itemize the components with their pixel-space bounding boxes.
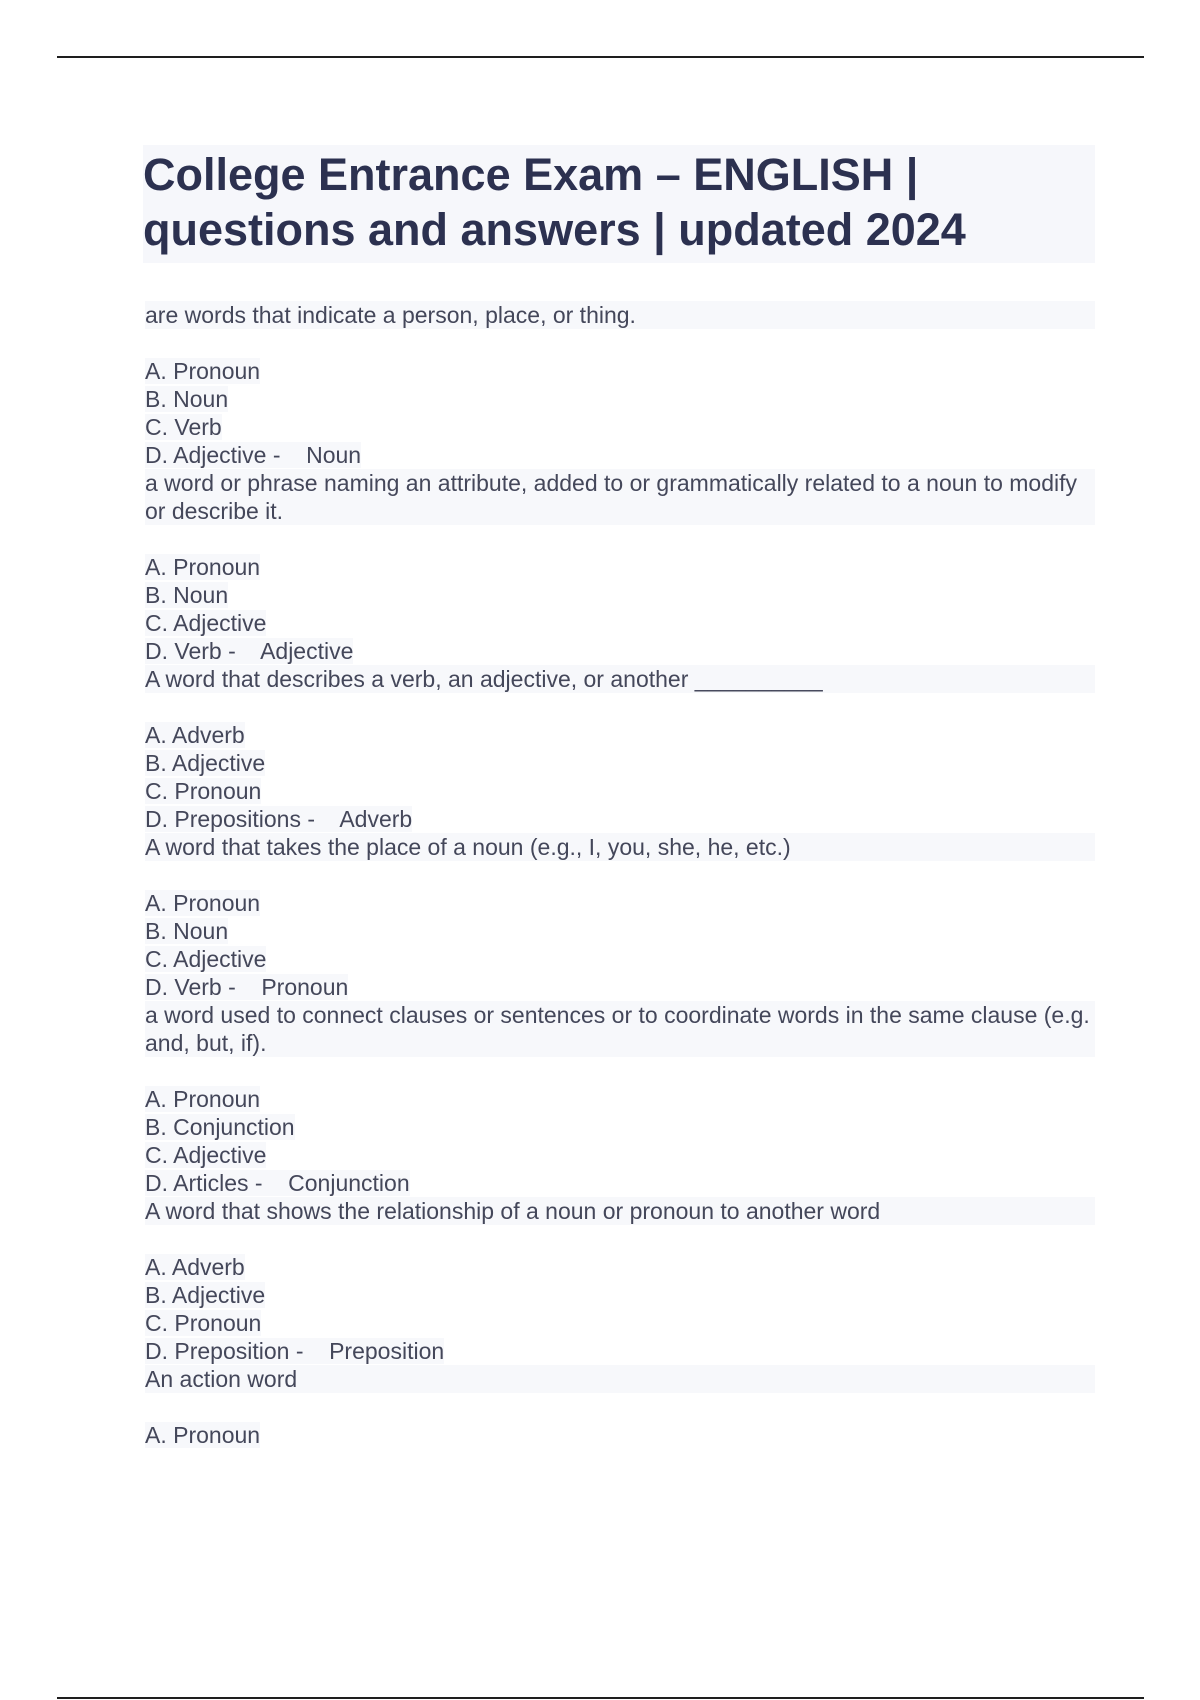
title-box bbox=[143, 145, 1095, 263]
option: A. Pronoun bbox=[145, 1422, 261, 1448]
option: B. Conjunction bbox=[145, 1114, 295, 1140]
question-text: a word used to connect clauses or sentences or to coordinate words in the same clause (e.g. and, but, if). bbox=[145, 1001, 1095, 1057]
answer: Preposition bbox=[329, 1338, 445, 1364]
document-content bbox=[145, 145, 1095, 1449]
option-with-answer: D. Articles - Conjunction bbox=[145, 1170, 410, 1196]
option: C. Verb bbox=[145, 414, 222, 440]
option-with-answer: D. Verb - Pronoun bbox=[145, 974, 349, 1000]
question-block bbox=[145, 665, 1095, 833]
option: B. Noun bbox=[145, 386, 229, 412]
option: A. Adverb bbox=[145, 722, 245, 748]
question-text: An action word bbox=[145, 1365, 1095, 1393]
question-block bbox=[145, 1365, 1095, 1449]
bottom-rule bbox=[57, 1697, 1144, 1699]
option-with-answer: D. Prepositions - Adverb bbox=[145, 806, 413, 832]
answer: Pronoun bbox=[261, 974, 349, 1000]
question-text: a word or phrase naming an attribute, added to or grammatically related to a noun to modify or describe it. bbox=[145, 469, 1095, 525]
answer: Adverb bbox=[339, 806, 413, 832]
question-text: A word that shows the relationship of a noun or pronoun to another word bbox=[145, 1197, 1095, 1225]
question-block bbox=[145, 833, 1095, 1001]
option: C. Adjective bbox=[145, 946, 267, 972]
option: C. Adjective bbox=[145, 610, 267, 636]
question-block bbox=[145, 1197, 1095, 1365]
question-block bbox=[145, 1001, 1095, 1197]
option: B. Adjective bbox=[145, 750, 266, 776]
option: B. Noun bbox=[145, 918, 229, 944]
option: B. Noun bbox=[145, 582, 229, 608]
option-with-answer: D. Adjective - Noun bbox=[145, 442, 362, 468]
option-with-answer: D. Preposition - Preposition bbox=[145, 1338, 445, 1364]
option-with-answer: D. Verb - Adjective bbox=[145, 638, 354, 664]
question-text: are words that indicate a person, place, or thing. bbox=[145, 301, 1095, 329]
answer: Adjective bbox=[260, 638, 354, 664]
qa-list bbox=[145, 301, 1095, 1449]
option: A. Pronoun bbox=[145, 890, 261, 916]
question-block bbox=[145, 469, 1095, 665]
top-rule bbox=[57, 56, 1144, 58]
question-block bbox=[145, 301, 1095, 469]
question-text: A word that describes a verb, an adjective, or another __________ bbox=[145, 665, 1095, 693]
option: C. Pronoun bbox=[145, 778, 262, 804]
page-title: College Entrance Exam – ENGLISH | questions and answers | updated 2024 bbox=[143, 149, 966, 255]
answer: Conjunction bbox=[288, 1170, 410, 1196]
option: A. Pronoun bbox=[145, 1086, 261, 1112]
option: B. Adjective bbox=[145, 1282, 266, 1308]
option: C. Pronoun bbox=[145, 1310, 262, 1336]
option: A. Pronoun bbox=[145, 358, 261, 384]
answer: Noun bbox=[306, 442, 362, 468]
question-text: A word that takes the place of a noun (e.g., I, you, she, he, etc.) bbox=[145, 833, 1095, 861]
option: A. Adverb bbox=[145, 1254, 245, 1280]
option: A. Pronoun bbox=[145, 554, 261, 580]
option: C. Adjective bbox=[145, 1142, 267, 1168]
